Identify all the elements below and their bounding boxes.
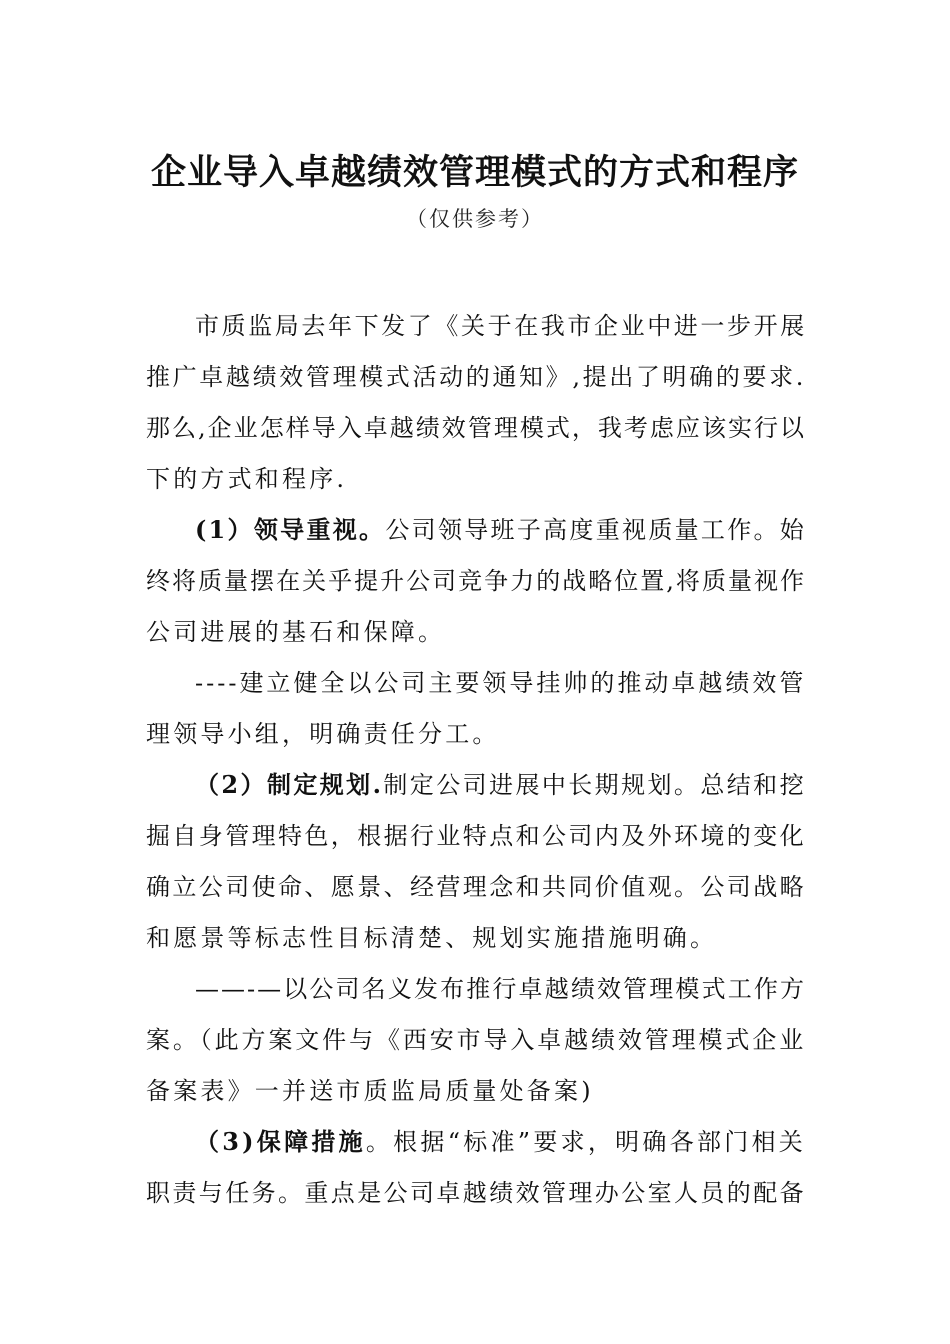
text-line: (1）领导重视。公司领导班子高度重视质量工作。始	[195, 515, 807, 544]
text-line: ——-—以公司名义发布推行卓越绩效管理模式工作方	[195, 975, 806, 1003]
text-line: 公司进展的基石和保障。	[146, 618, 446, 646]
section-heading: (1）领导重视。	[195, 515, 386, 544]
text-line: 掘自身管理特色，根据行业特点和公司内及外环境的变化	[146, 822, 806, 850]
text-line: （2）制定规划.制定公司进展中长期规划。总结和挖	[195, 770, 806, 799]
document-subtitle: （仅供参考）	[406, 207, 544, 231]
text-line: 市质监局去年下发了《关于在我市企业中进一步开展	[195, 312, 807, 340]
text-line: 终将质量摆在关乎提升公司竞争力的战略位置,将质量视作	[146, 567, 806, 595]
text-line: 理领导小组，明确责任分工。	[146, 720, 500, 748]
document-title: 企业导入卓越绩效管理模式的方式和程序	[150, 152, 799, 193]
text-line: 下的方式和程序.	[146, 465, 348, 493]
text-line: 确立公司使命、愿景、经营理念和共同价值观。公司战略	[146, 873, 806, 901]
text-line: ----建立健全以公司主要领导挂帅的推动卓越绩效管	[195, 669, 807, 697]
section-heading: （2）制定规划.	[195, 770, 384, 799]
text-line: 那么,企业怎样导入卓越绩效管理模式，我考虑应该实行以	[146, 414, 806, 442]
text-line: 备案表》一并送市质监局质量处备案)	[146, 1077, 594, 1105]
section-heading: （3)保障措施	[195, 1127, 366, 1156]
text-line: 和愿景等标志性目标清楚、规划实施措施明确。	[146, 924, 718, 952]
text-line: 职责与任务。重点是公司卓越绩效管理办公室人员的配备	[146, 1179, 806, 1207]
text-line: （3)保障措施。根据“标准”要求，明确各部门相关	[195, 1127, 806, 1156]
text-line: 推广卓越绩效管理模式活动的通知》,提出了明确的要求.	[146, 363, 806, 391]
text-line: 案。（此方案文件与《西安市导入卓越绩效管理模式企业	[146, 1026, 806, 1054]
